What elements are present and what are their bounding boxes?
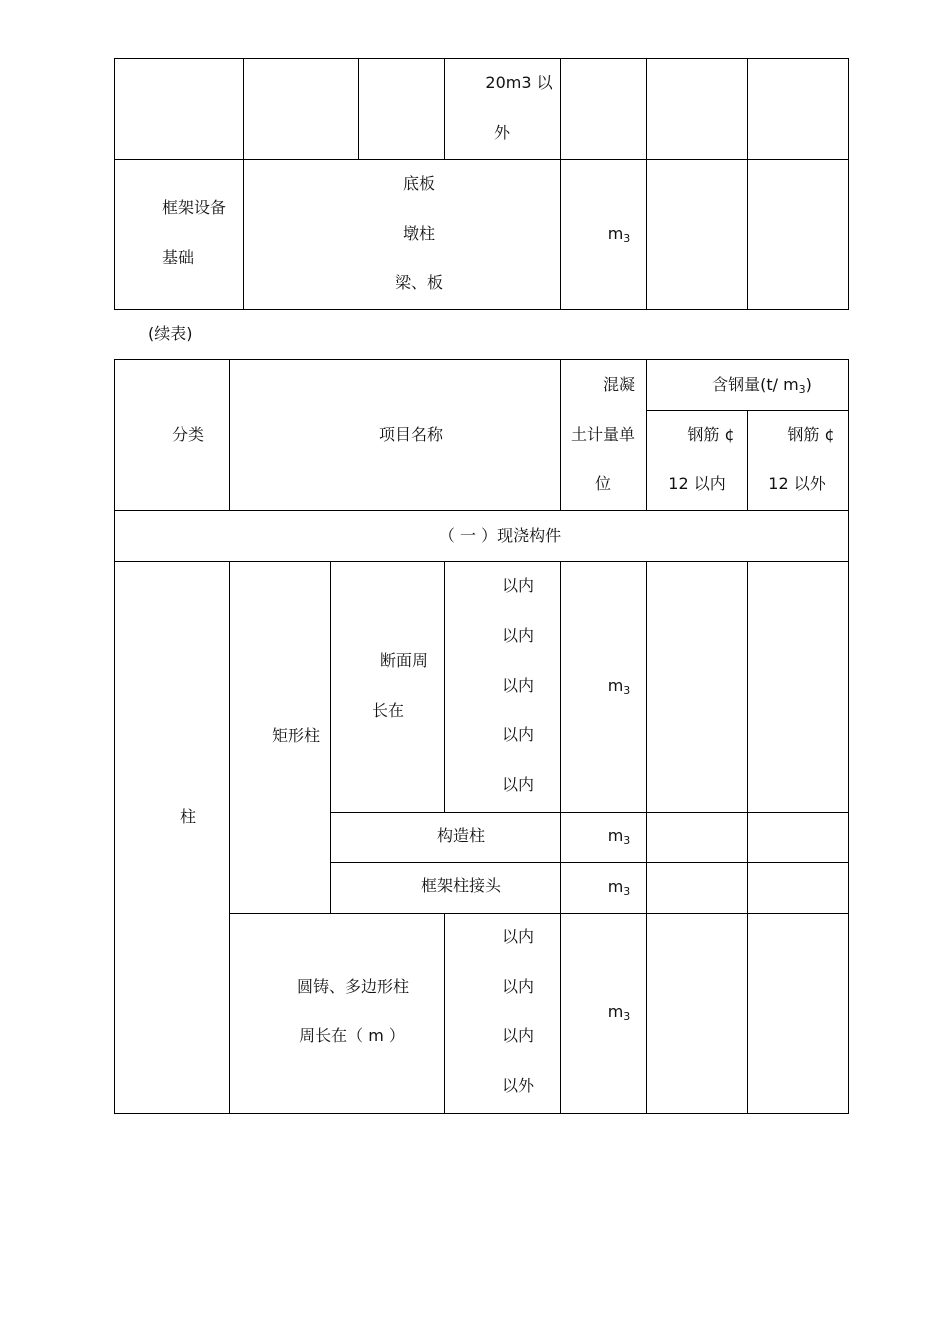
t2-header-steel-b-line2: 12 以外	[768, 474, 826, 493]
t2-rect-range-4: 以内	[501, 775, 535, 794]
t2-vline-left	[114, 359, 115, 1114]
t2-vline-perimeter	[444, 561, 445, 813]
t2-round-range-0: 以内	[501, 927, 535, 946]
t2-rect-column-label: 矩形柱	[271, 726, 321, 745]
t2-vline-h-unit	[560, 359, 561, 511]
t2-vline-h-category	[229, 359, 230, 511]
t1-r1-volume-line2: 外	[493, 123, 511, 142]
t2-joint-bottom	[229, 913, 849, 914]
t1-border-top	[114, 58, 849, 59]
t2-frame-joint: 框架柱接头	[420, 876, 502, 895]
t1-border-bottom	[114, 309, 849, 310]
t2-rect-range-3: 以内	[501, 725, 535, 744]
t1-r2-category-line2: 基础	[162, 248, 195, 267]
t2-header-steel-a-line2: 12 以内	[668, 474, 726, 493]
t2-header-bottom	[114, 510, 849, 511]
t1-r2-unit: m3	[607, 224, 631, 245]
t2-frame-joint-unit: m3	[607, 877, 631, 898]
t1-row-divider	[114, 159, 849, 160]
t2-header-unit-line1: 混凝	[602, 375, 636, 394]
t1-vline-1	[243, 58, 244, 310]
t2-header-unit-line3: 位	[594, 474, 612, 493]
t2-perimeter-line1: 断面周	[379, 651, 429, 670]
t2-round-unit: m3	[607, 1002, 631, 1023]
t2-vline-unit	[560, 561, 561, 1114]
t1-r2-item-1: 墩柱	[402, 224, 436, 243]
t2-rect-unit: m3	[607, 676, 631, 697]
t2-rect-ranges-bottom	[330, 812, 849, 813]
t2-section-bottom	[114, 561, 849, 562]
t2-border-bottom	[114, 1113, 849, 1114]
t1-vline-7	[848, 58, 849, 310]
t2-round-range-1: 以内	[501, 977, 535, 996]
t2-header-steel-b-line1: 钢筋 ¢	[787, 425, 835, 444]
t1-vline-6	[747, 58, 748, 310]
t2-round-line1: 圆铸、多边形柱	[296, 977, 410, 996]
t2-rect-range-0: 以内	[501, 576, 535, 595]
t2-header-steel-content: 含钢量(t/ m3)	[712, 375, 812, 396]
t1-r2-item-0: 底板	[402, 174, 436, 193]
t2-vline-h-steel	[646, 359, 647, 511]
t2-vline-right	[848, 359, 849, 1114]
t1-vline-5	[646, 58, 647, 310]
t2-rect-range-1: 以内	[501, 626, 535, 645]
t2-header-steel-a-line1: 钢筋 ¢	[687, 425, 735, 444]
t2-vline-steel-a	[646, 561, 647, 1114]
t2-vline-round-ranges	[444, 913, 445, 1114]
t2-header-unit-line2: 土计量单	[570, 425, 636, 444]
t1-r2-category-line1: 框架设备	[162, 198, 227, 217]
t2-vline-steel-b	[747, 561, 748, 1114]
t1-vline-4	[560, 58, 561, 310]
t2-rect-range-2: 以内	[501, 676, 535, 695]
t1-r1-volume-line1: 20m3 以	[485, 73, 553, 92]
t2-perimeter-line2: 长在	[371, 701, 405, 720]
t1-vline-3	[444, 58, 445, 160]
t2-constructional-unit: m3	[607, 826, 631, 847]
t2-round-range-3: 以外	[501, 1076, 535, 1095]
t2-round-line2: 周长在（ m ）	[299, 1026, 405, 1045]
t2-header-category: 分类	[171, 425, 205, 444]
continued-label: (续表)	[148, 324, 193, 343]
t1-vline-0	[114, 58, 115, 310]
t2-column-label: 柱	[179, 807, 197, 826]
t1-r2-item-2: 梁、板	[394, 273, 444, 292]
t2-section-title: （ 一 ）现浇构件	[438, 526, 562, 545]
t2-vline-rect	[330, 561, 331, 914]
t2-constructional-bottom	[330, 862, 849, 863]
t2-constructional-column: 构造柱	[436, 826, 486, 845]
t2-round-range-2: 以内	[501, 1026, 535, 1045]
t1-vline-2	[358, 58, 359, 160]
t2-header-item-name: 项目名称	[378, 425, 444, 444]
t2-vline-category	[229, 561, 230, 1114]
t2-border-top	[114, 359, 849, 360]
t2-vline-h-steel-split	[747, 410, 748, 511]
